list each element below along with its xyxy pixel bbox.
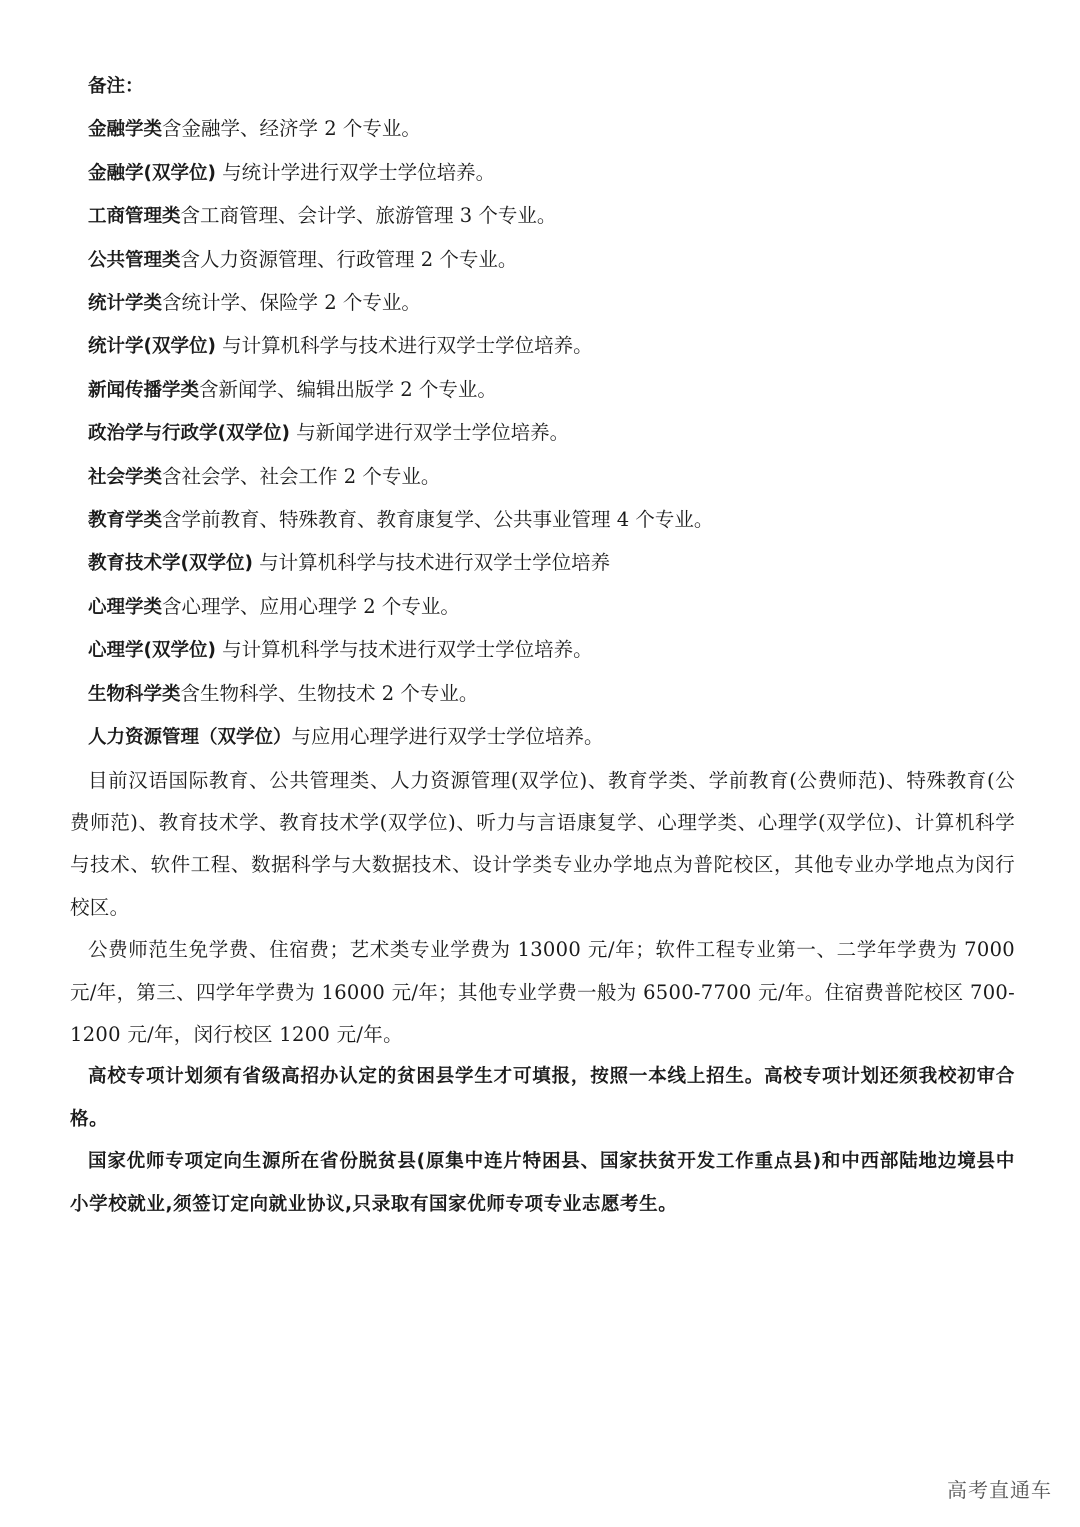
note-text: 含新闻学、编辑出版学 2 个专业。	[199, 377, 497, 401]
teacher-plan-paragraph: 国家优师专项定向生源所在省份脱贫县(原集中连片特困县、国家扶贫开发工作重点县)和中西部陆地边境县中小学校就业,须签订定向就业协议,只录取有国家优师专项专业志愿考生。	[70, 1151, 1015, 1215]
note-item	[70, 629, 1015, 672]
note-text: 与统计学进行双学士学位培养。	[215, 160, 496, 184]
campus-paragraph: 目前汉语国际教育、公共管理类、人力资源管理(双学位)、教育学类、学前教育(公费师范)、特殊教育(公费师范)、教育技术学、教育技术学(双学位)、听力与言语康复学、心理学类、心理学(双学位)、计算机科学与技术、软件工程、数据科学与大数据技术、设计学类专业办学地点为普陀校区，其他专业办学地点为闵行校区。	[70, 768, 1015, 919]
notes-list	[70, 108, 1015, 759]
fees-paragraph: 公费师范生免学费、住宿费；艺术类专业学费为 13000 元/年；软件工程专业第一、二学年学费为 7000 元/年，第三、四学年学费为 16000 元/年；其他专业学费一般为 6500-7700 元/年。住宿费普陀校区 700-1200 元/年，闵行校区 1200 元/年。	[70, 938, 1015, 1046]
note-term: 统计学类	[88, 293, 163, 315]
note-item	[70, 499, 1015, 542]
note-term: 统计学(双学位)	[88, 336, 216, 358]
note-text: 含金融学、经济学 2 个专业。	[162, 117, 421, 141]
note-item	[70, 195, 1015, 238]
note-text: 含生物科学、生物技术 2 个专业。	[180, 681, 479, 705]
note-term: 工商管理类	[88, 206, 181, 228]
note-text: 含工商管理、会计学、旅游管理 3 个专业。	[180, 204, 557, 228]
note-term: 人力资源管理（双学位）	[88, 727, 292, 749]
note-term: 生物科学类	[88, 683, 181, 705]
note-text: 与应用心理学进行双学士学位培养。	[291, 725, 604, 749]
note-item	[70, 152, 1015, 195]
note-term: 政治学与行政学(双学位)	[88, 423, 290, 445]
note-item	[70, 456, 1015, 499]
note-item	[70, 673, 1015, 716]
note-term: 社会学类	[88, 466, 163, 488]
watermark: 高考直通车	[947, 1478, 1052, 1502]
note-text: 与计算机科学与技术进行双学士学位培养。	[215, 638, 593, 662]
note-text: 与计算机科学与技术进行双学士学位培养。	[215, 334, 593, 358]
note-item	[70, 282, 1015, 325]
note-text: 含统计学、保险学 2 个专业。	[162, 291, 421, 315]
note-item	[70, 369, 1015, 412]
note-item	[70, 239, 1015, 282]
note-text: 含学前教育、特殊教育、教育康复学、公共事业管理 4 个专业。	[162, 508, 714, 532]
note-item	[70, 412, 1015, 455]
note-term: 教育学类	[88, 510, 163, 532]
note-text: 含心理学、应用心理学 2 个专业。	[162, 594, 460, 618]
note-item	[70, 108, 1015, 151]
document-body	[70, 66, 1015, 1226]
note-text: 与计算机科学与技术进行双学士学位培养	[252, 551, 611, 575]
note-text: 与新闻学进行双学士学位培养。	[289, 421, 570, 445]
note-term: 教育技术学(双学位)	[88, 553, 253, 575]
note-term: 新闻传播学类	[88, 379, 200, 401]
special-plan-paragraph: 高校专项计划须有省级高招办认定的贫困县学生才可填报，按照一本线上招生。高校专项计划还须我校初审合格。	[70, 1066, 1015, 1130]
note-term: 金融学类	[88, 119, 163, 141]
note-item	[70, 325, 1015, 368]
note-term: 心理学(双学位)	[88, 640, 216, 662]
note-term: 金融学(双学位)	[88, 162, 216, 184]
note-item	[70, 716, 1015, 759]
note-text: 含社会学、社会工作 2 个专业。	[162, 464, 441, 488]
notes-heading: 备注：	[88, 76, 144, 97]
note-item	[70, 586, 1015, 629]
note-text: 含人力资源管理、行政管理 2 个专业。	[180, 247, 518, 271]
note-item	[70, 542, 1015, 585]
note-term: 公共管理类	[88, 249, 181, 271]
note-term: 心理学类	[88, 596, 163, 618]
